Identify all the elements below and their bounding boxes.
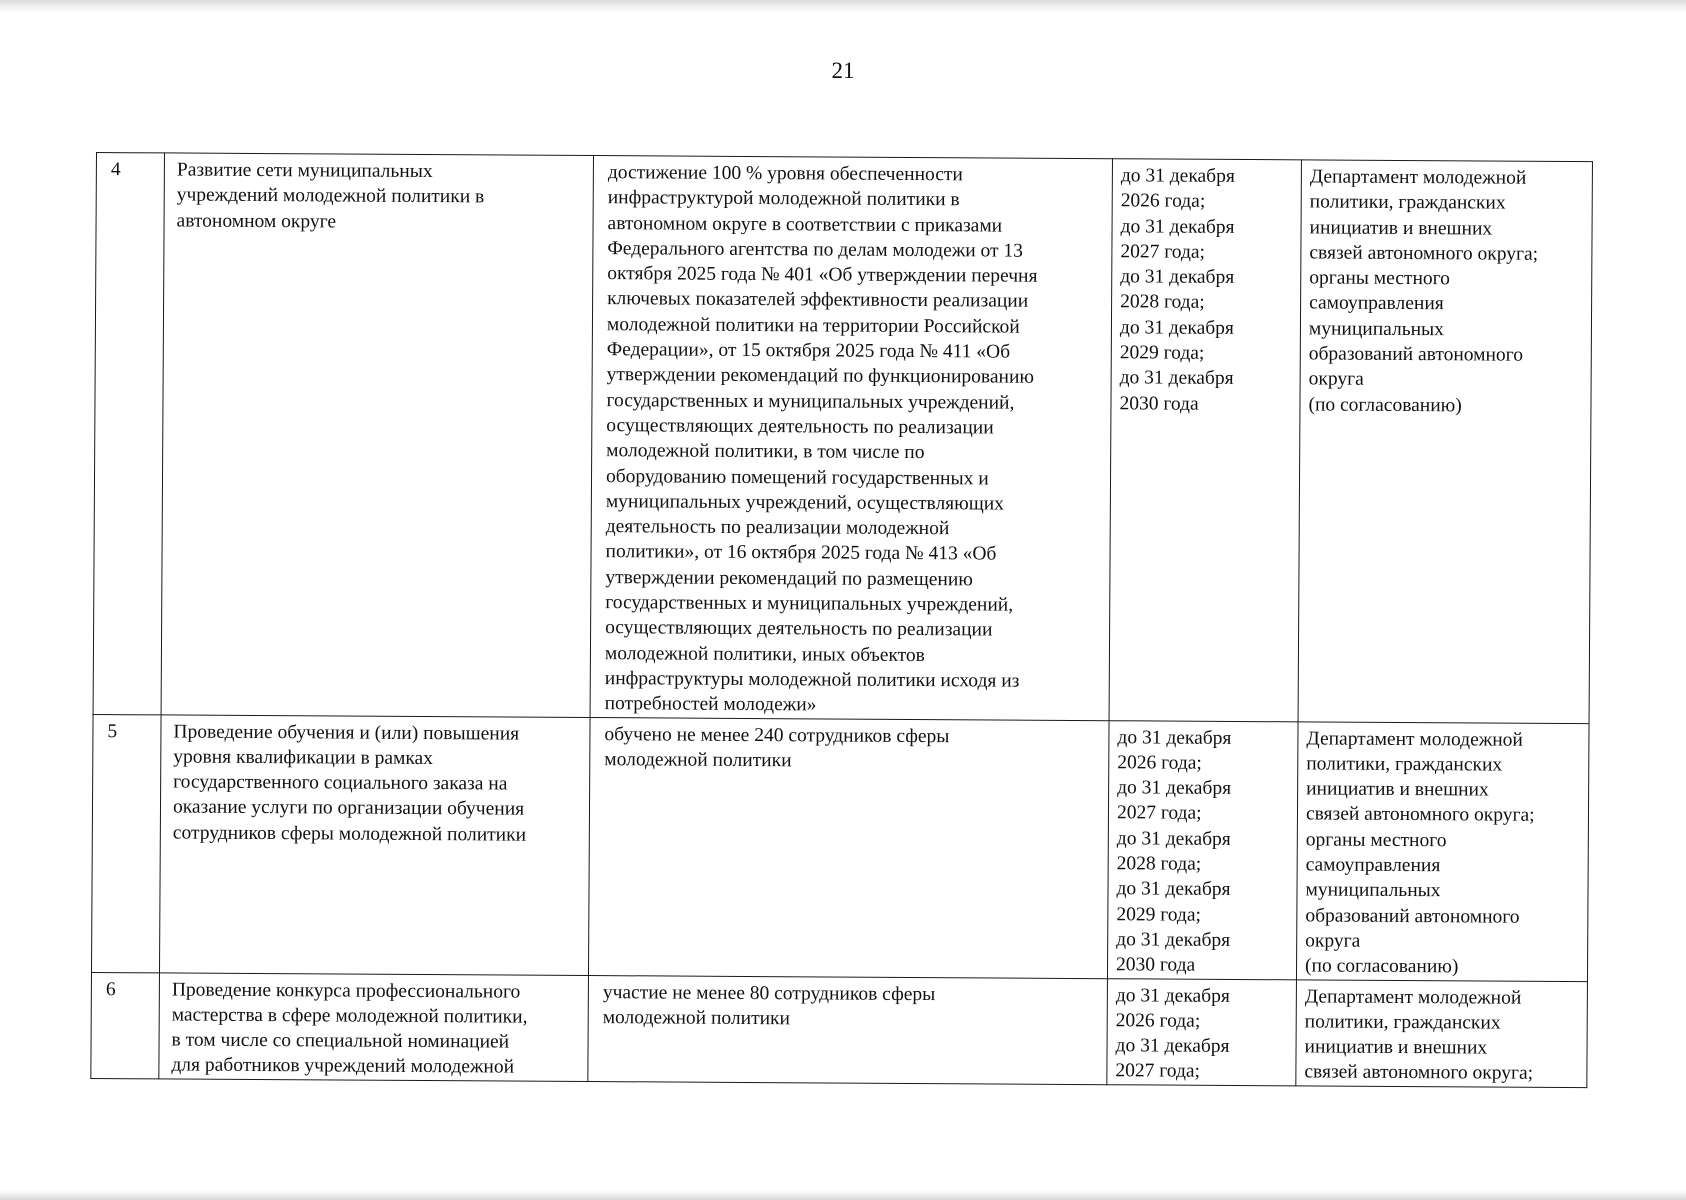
- scan-edge-top: [0, 0, 1686, 14]
- measure-title: Развитие сети муниципальных учреждений молодежной политики в автономном округе: [161, 153, 593, 717]
- measure-deadline: до 31 декабря 2026 года; до 31 декабря 2027 года;: [1107, 978, 1297, 1085]
- measure-result: участие не менее 80 сотрудников сферы молодежной политики: [588, 975, 1108, 1084]
- measure-result: достижение 100 % уровня обеспеченности инфраструктурой молодежной политики в автономном округе в соответствии с приказами Федерального агентства по делам молодежи от 13 октября 2025 года № 401 «Об утверждении перечня ключевых показателей эффективности реализации молодежной политики на территории Российской Федерации», от 15 октября 2025 года № 411 «Об утверждении рекомендаций по функционированию государственных и муниципальных учреждений, осуществляющих деятельность по реализации молодежной политики, в том числе по оборудованию помещений государственных и муниципальных учреждений, осуществляющих деятельность по реализации молодежной политики», от 16 октября 2025 года № 413 «Об утверждении рекомендаций по размещению государственных и муниципальных учреждений, осуществляющих деятельность по реализации молодежной политики, иных объектов инфраструктуры молодежной политики исходя из потребностей молодежи»: [590, 156, 1112, 721]
- measure-responsible: Департамент молодежной политики, гражданских инициатив и внешних связей автономного округа;: [1296, 979, 1588, 1087]
- measure-title: Проведение конкурса профессионального мастерства в сфере молодежной политики, в том числе со специальной номинацией для работников учреждений молодежной: [159, 972, 589, 1081]
- row-number: 4: [93, 153, 164, 715]
- table-row: [91, 714, 1589, 981]
- scan-edge-bottom: [0, 1190, 1686, 1200]
- row-number: 5: [91, 714, 161, 972]
- measure-result: обучено не менее 240 сотрудников сферы молодежной политики: [588, 717, 1109, 978]
- measure-deadline: до 31 декабря 2026 года; до 31 декабря 2027 года; до 31 декабря 2028 года; до 31 декабря 2029 года; до 31 декабря 2030 года: [1107, 720, 1298, 979]
- row-number: 6: [91, 972, 160, 1079]
- measure-responsible: Департамент молодежной политики, гражданских инициатив и внешних связей автономного округа; органы местного самоуправления муниципальных образований автономного округа (по согласованию): [1298, 160, 1592, 723]
- measure-title: Проведение обучения и (или) повышения уровня квалификации в рамках государственного социального заказа на оказание услуги по организации обучения сотрудников сферы молодежной политики: [159, 714, 590, 975]
- measure-responsible: Департамент молодежной политики, гражданских инициатив и внешних связей автономного округа; органы местного самоуправления муниципальных образований автономного округа (по согласованию): [1296, 721, 1589, 981]
- page-number: 21: [831, 58, 855, 83]
- measures-table: [90, 152, 1593, 1088]
- measure-deadline: до 31 декабря 2026 года; до 31 декабря 2027 года; до 31 декабря 2028 года; до 31 декабря 2029 года; до 31 декабря 2030 года: [1109, 159, 1301, 722]
- table-row: [93, 153, 1592, 724]
- table-row: [91, 972, 1588, 1087]
